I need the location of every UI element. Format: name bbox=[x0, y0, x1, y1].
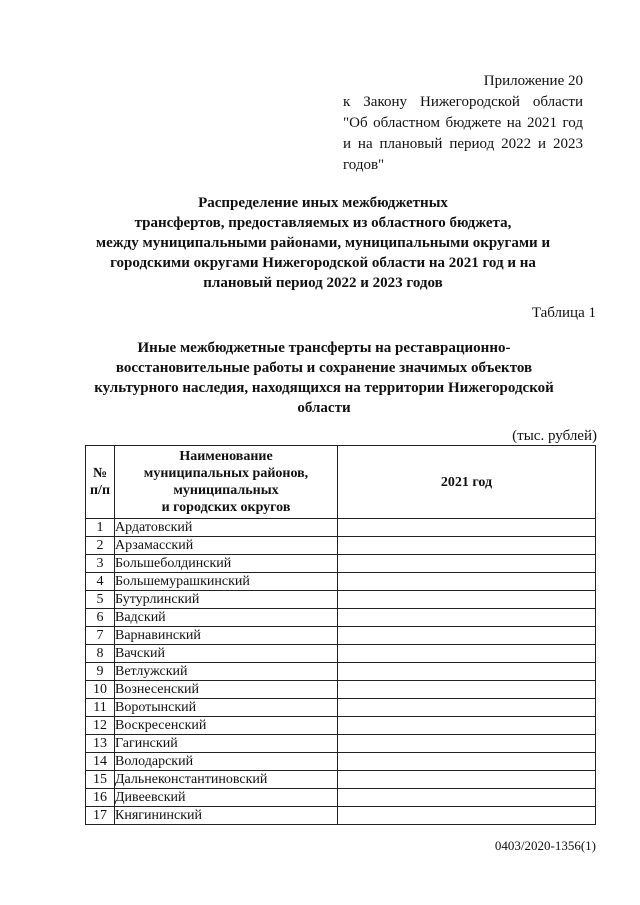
table-row bbox=[86, 627, 596, 645]
municipality-name: Большемурашкинский bbox=[115, 573, 338, 591]
table-title bbox=[80, 338, 568, 418]
subtitle-line: Иные межбюджетные трансферты на реставрационно- bbox=[137, 340, 511, 356]
amount-2021-cell bbox=[338, 807, 596, 825]
transfers-table bbox=[85, 445, 596, 825]
table-row bbox=[86, 753, 596, 771]
row-number: 17 bbox=[86, 807, 115, 825]
amount-2021-cell bbox=[338, 537, 596, 555]
table-row bbox=[86, 699, 596, 717]
amount-2021-cell bbox=[338, 771, 596, 789]
title-line: Распределение иных межбюджетных bbox=[198, 195, 448, 211]
table-label: Таблица 1 bbox=[531, 305, 596, 321]
table-row bbox=[86, 573, 596, 591]
document-code: 0403/2020-1356(1) bbox=[494, 838, 596, 853]
table-row bbox=[86, 771, 596, 789]
row-number: 2 bbox=[86, 537, 115, 555]
table-row bbox=[86, 555, 596, 573]
header-line: № bbox=[92, 466, 108, 481]
row-number: 14 bbox=[86, 753, 115, 771]
row-number: 4 bbox=[86, 573, 115, 591]
table-row bbox=[86, 789, 596, 807]
column-header-name bbox=[115, 446, 338, 519]
table-row bbox=[86, 663, 596, 681]
amount-2021-cell bbox=[338, 753, 596, 771]
header-line: п/п bbox=[89, 483, 111, 498]
table-row bbox=[86, 807, 596, 825]
appendix-line: к Закону Нижегородской области bbox=[343, 94, 583, 110]
municipality-name: Володарский bbox=[115, 753, 338, 771]
header-line: муниципальных bbox=[173, 483, 279, 498]
amount-2021-cell bbox=[338, 717, 596, 735]
table-row bbox=[86, 681, 596, 699]
row-number: 6 bbox=[86, 609, 115, 627]
municipality-name: Ветлужский bbox=[115, 663, 338, 681]
table-row bbox=[86, 609, 596, 627]
row-number: 5 bbox=[86, 591, 115, 609]
amount-2021-cell bbox=[338, 591, 596, 609]
municipality-name: Бутурлинский bbox=[115, 591, 338, 609]
subtitle-line: области bbox=[297, 400, 351, 416]
row-number: 10 bbox=[86, 681, 115, 699]
row-number: 13 bbox=[86, 735, 115, 753]
table-row bbox=[86, 591, 596, 609]
municipality-name: Княгининский bbox=[115, 807, 338, 825]
column-header-number bbox=[86, 446, 115, 519]
table-row bbox=[86, 519, 596, 537]
municipality-name: Воротынский bbox=[115, 699, 338, 717]
amount-2021-cell bbox=[338, 609, 596, 627]
row-number: 8 bbox=[86, 645, 115, 663]
table-header-row bbox=[86, 446, 596, 519]
title-line: городскими округами Нижегородской области на 2021 год и на bbox=[110, 255, 536, 271]
row-number: 7 bbox=[86, 627, 115, 645]
municipality-name: Гагинский bbox=[115, 735, 338, 753]
title-line: между муниципальными районами, муниципальными округами и bbox=[95, 235, 551, 251]
municipality-name: Варнавинский bbox=[115, 627, 338, 645]
appendix-note bbox=[343, 71, 583, 176]
municipality-name: Вачский bbox=[115, 645, 338, 663]
appendix-line: годов" bbox=[343, 157, 385, 173]
table-body bbox=[86, 519, 596, 825]
appendix-line: и на плановый период 2022 и 2023 bbox=[343, 136, 583, 152]
row-number: 11 bbox=[86, 699, 115, 717]
amount-2021-cell bbox=[338, 555, 596, 573]
title-line: трансфертов, предоставляемых из областного бюджета, bbox=[134, 215, 512, 231]
municipality-name: Дивеевский bbox=[115, 789, 338, 807]
municipality-name: Ардатовский bbox=[115, 519, 338, 537]
municipality-name: Вознесенский bbox=[115, 681, 338, 699]
municipality-name: Дальнеконстантиновский bbox=[115, 771, 338, 789]
header-line: муниципальных районов, bbox=[143, 466, 309, 481]
amount-2021-cell bbox=[338, 573, 596, 591]
row-number: 1 bbox=[86, 519, 115, 537]
table-row bbox=[86, 717, 596, 735]
header-line: и городских округов bbox=[161, 500, 291, 515]
title-line: плановый период 2022 и 2023 годов bbox=[203, 275, 443, 291]
table-row bbox=[86, 735, 596, 753]
amount-2021-cell bbox=[338, 681, 596, 699]
document-title bbox=[92, 193, 554, 293]
amount-2021-cell bbox=[338, 735, 596, 753]
units-label: (тыс. рублей) bbox=[512, 428, 597, 444]
table-row bbox=[86, 537, 596, 555]
municipality-name: Вадский bbox=[115, 609, 338, 627]
appendix-line: "Об областном бюджете на 2021 год bbox=[343, 115, 583, 131]
amount-2021-cell bbox=[338, 663, 596, 681]
row-number: 15 bbox=[86, 771, 115, 789]
municipality-name: Арзамасский bbox=[115, 537, 338, 555]
amount-2021-cell bbox=[338, 789, 596, 807]
subtitle-line: восстановительные работы и сохранение значимых объектов bbox=[115, 360, 533, 376]
header-line: Наименование bbox=[179, 449, 273, 464]
municipality-name: Воскресенский bbox=[115, 717, 338, 735]
subtitle-line: культурного наследия, находящихся на территории Нижегородской bbox=[94, 380, 554, 396]
municipality-name: Большеболдинский bbox=[115, 555, 338, 573]
amount-2021-cell bbox=[338, 519, 596, 537]
amount-2021-cell bbox=[338, 627, 596, 645]
row-number: 9 bbox=[86, 663, 115, 681]
column-header-2021: 2021 год bbox=[338, 446, 596, 519]
row-number: 16 bbox=[86, 789, 115, 807]
row-number: 3 bbox=[86, 555, 115, 573]
appendix-line: Приложение 20 bbox=[483, 73, 583, 89]
amount-2021-cell bbox=[338, 699, 596, 717]
row-number: 12 bbox=[86, 717, 115, 735]
amount-2021-cell bbox=[338, 645, 596, 663]
table-row bbox=[86, 645, 596, 663]
